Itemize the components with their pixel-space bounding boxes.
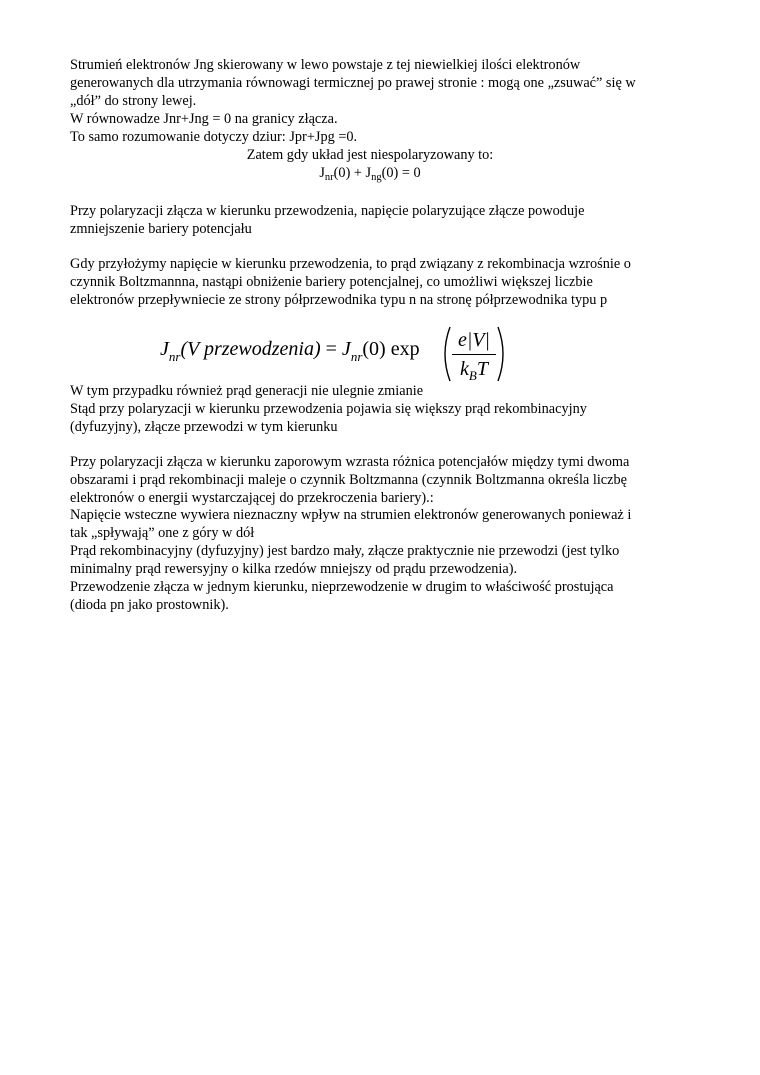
den-t: T	[476, 358, 488, 380]
paragraph-line: Przy polaryzacji złącza w kierunku zaporowym wzrasta różnica potencjałów między tymi dwoma	[70, 454, 630, 470]
paragraph-line: W tym przypadku również prąd generacji nie ulegnie zmianie	[70, 383, 424, 399]
paragraph-line: elektronów o energii wystarczającej do przekroczenia bariery).:	[70, 490, 434, 506]
eq-mid2: (0) = 0	[381, 165, 421, 181]
paragraph-line: Przy polaryzacji złącza w kierunku przewodzenia, napięcie polaryzujące złącze powoduje	[70, 203, 585, 219]
centered-line: Zatem gdy układ jest niespolaryzowany to:	[246, 147, 494, 163]
den-b: B	[468, 368, 477, 383]
paragraph-line: (dioda pn jako prostownik).	[70, 597, 229, 613]
formula-equals: =	[320, 338, 342, 360]
forward-bias-formula	[160, 326, 510, 382]
formula-lhs-sub: nr	[168, 349, 181, 364]
paragraph-line: To samo rozumowanie dotyczy dziur: Jpr+Jpg =0.	[70, 129, 358, 145]
formula-rhs-sub: nr	[350, 349, 363, 364]
fraction-bar	[452, 354, 496, 355]
formula-rhs-arg: (0) exp	[362, 338, 420, 360]
formula-lhs-j: J	[160, 338, 169, 360]
paragraph-line: Napięcie wsteczne wywiera nieznaczny wpływ na strumien elektronów generowanych ponieważ i	[70, 507, 632, 523]
paragraph-line: zmniejszenie bariery potencjału	[70, 221, 252, 237]
den-k: k	[460, 358, 469, 380]
paragraph-line: „dół” do strony lewej.	[70, 93, 197, 109]
paragraph-line: Stąd przy polaryzacji w kierunku przewodzenia pojawia się większy prąd rekombinacyjny	[70, 401, 587, 417]
eq-mid1: (0) + J	[333, 165, 372, 181]
fraction-denominator	[452, 357, 496, 381]
paragraph-line: tak „spływają” one z góry w dół	[70, 525, 255, 541]
formula-lhs-arg: (V przewodzenia)	[180, 338, 321, 360]
paragraph-line: obszarami i prąd rekombinacji maleje o czynnik Boltzmanna (czynnik Boltzmanna określa liczbę	[70, 472, 627, 488]
paragraph-line: Strumień elektronów Jng skierowany w lewo powstaje z tej niewielkiej ilości elektronów	[70, 57, 581, 73]
paragraph-line: Prąd rekombinacyjny (dyfuzyjny) jest bardzo mały, złącze praktycznie nie przewodzi (jest tylko	[70, 543, 620, 559]
eq-sub-nr: nr	[324, 172, 334, 183]
equation-zero-bias	[70, 165, 670, 183]
right-paren-icon	[496, 326, 510, 382]
paragraph-line: (dyfuzyjny), złącze przewodzi w tym kierunku	[70, 419, 338, 435]
paragraph-line: generowanych dla utrzymania równowagi termicznej po prawej stronie : mogą one „zsuwać” się w	[70, 75, 636, 91]
left-paren-icon	[438, 326, 452, 382]
formula-rhs-j: J	[341, 338, 351, 360]
eq-sub-ng: ng	[371, 172, 382, 183]
paragraph-line: elektronów przepływniecie ze strony półprzewodnika typu n na stronę półprzewodnika typu p	[70, 292, 608, 308]
paragraph-line: W równowadze Jnr+Jng = 0 na granicy złącza.	[70, 111, 338, 127]
fraction-numerator: e|V|	[457, 329, 491, 351]
paragraph-line: czynnik Boltzmannna, nastąpi obniżenie bariery potencjalnej, co umożliwi większej liczbie	[70, 274, 593, 290]
formula-fraction	[452, 328, 496, 381]
paragraph-line: minimalny prąd rewersyjny o kilka rzedów mniejszy od prądu przewodzenia).	[70, 561, 518, 577]
eq-j1: J	[319, 165, 325, 181]
paragraph-line: Gdy przyłożymy napięcie w kierunku przewodzenia, to prąd związany z rekombinacja wzrośnie o	[70, 256, 631, 272]
formula-main	[160, 338, 420, 364]
paragraph-line: Przewodzenie złącza w jednym kierunku, nieprzewodzenie w drugim to właściwość prostująca	[70, 579, 614, 595]
